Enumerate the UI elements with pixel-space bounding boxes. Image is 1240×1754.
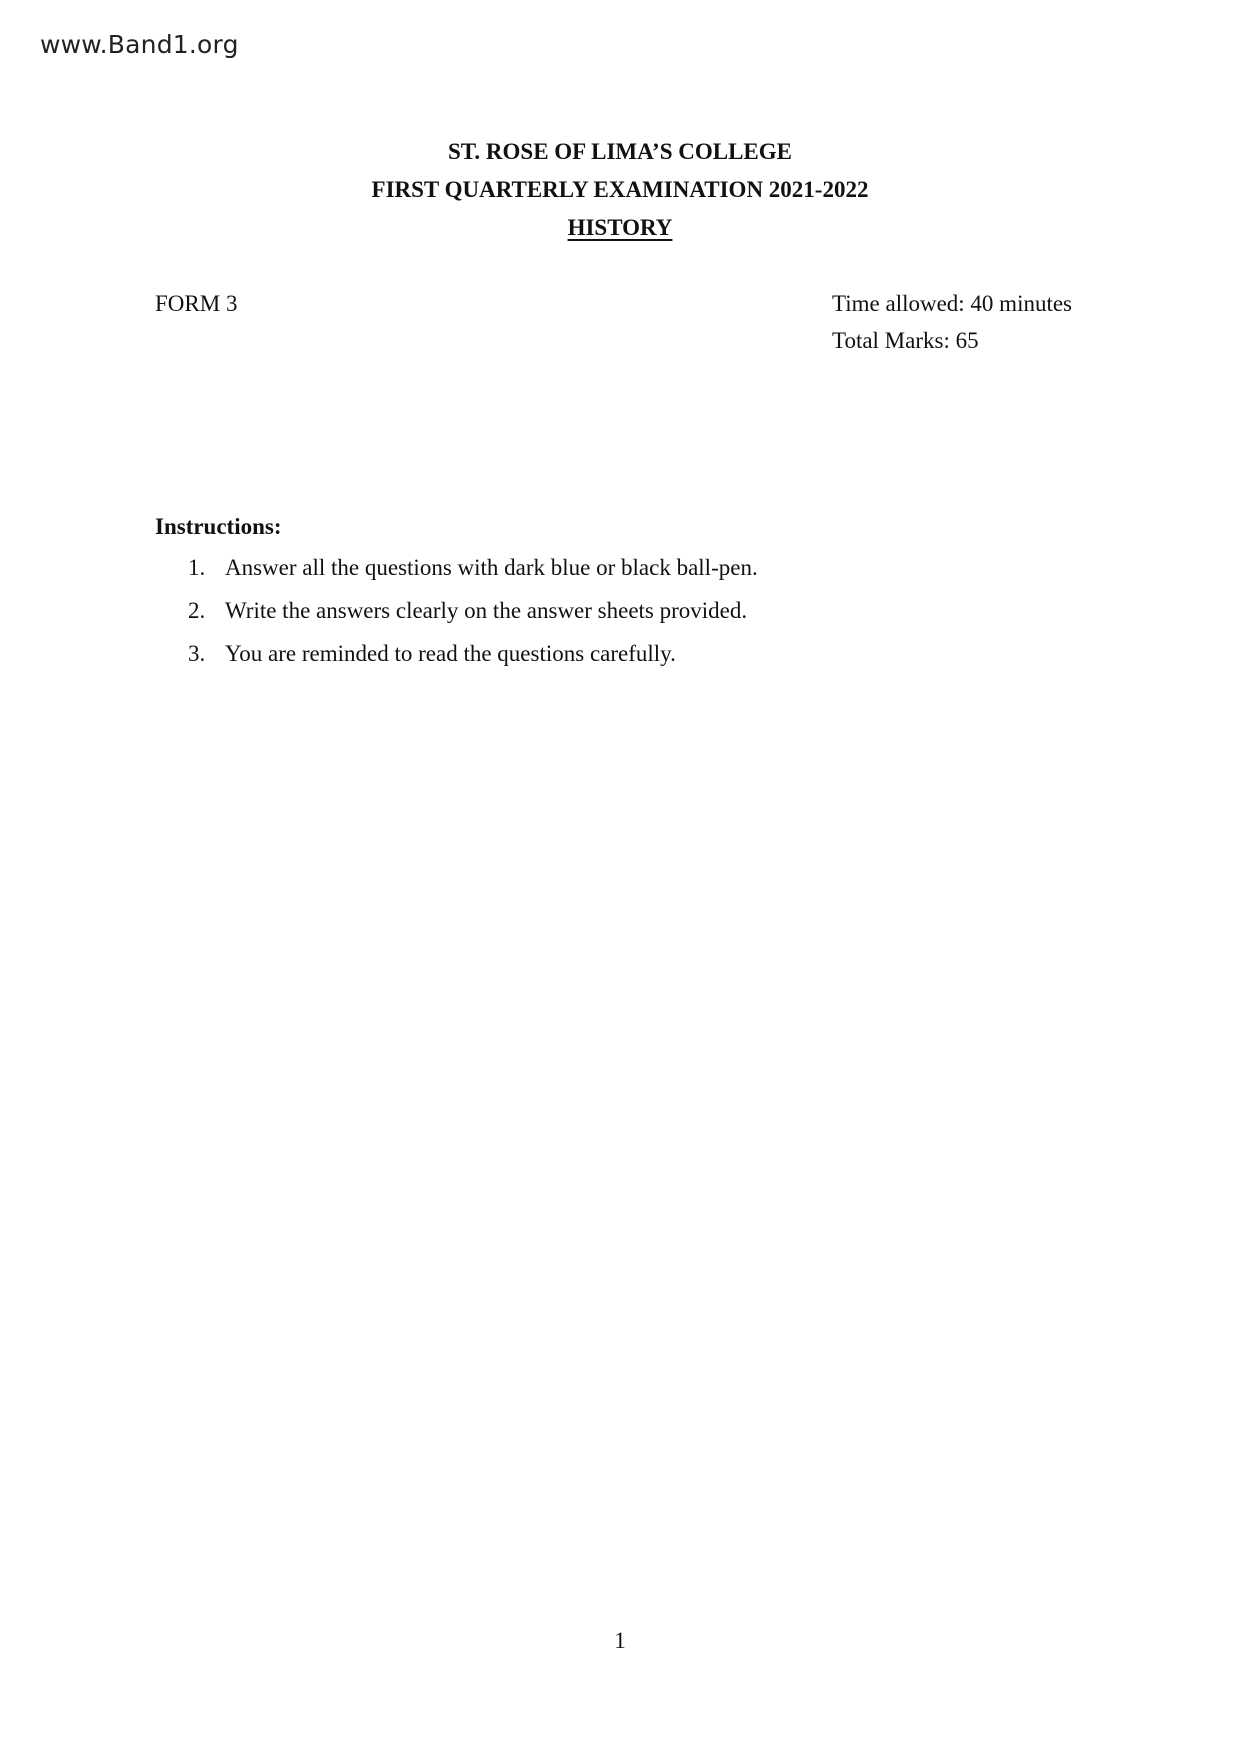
instructions-section [155,508,758,675]
instruction-number: 1. [188,555,206,580]
instructions-list [155,546,758,675]
page-number: 1 [614,1628,626,1653]
meta-right [832,285,1072,359]
meta-left [155,285,237,322]
instruction-item [155,589,758,632]
document-header [0,133,1240,247]
subject-title: HISTORY [567,215,673,240]
instructions-heading: Instructions: [155,514,282,539]
instruction-number: 3. [188,641,206,666]
watermark-url: www.Band1.org [40,30,239,59]
instruction-item [155,546,758,589]
time-allowed: Time allowed: 40 minutes [832,291,1073,316]
school-name: ST. ROSE OF LIMA’S COLLEGE [447,139,792,164]
instruction-item [155,632,758,675]
form-label: FORM 3 [155,291,238,316]
instruction-number: 2. [188,598,206,623]
total-marks: Total Marks: 65 [832,328,979,353]
instruction-text: You are reminded to read the questions carefully. [225,641,676,666]
instruction-text: Write the answers clearly on the answer sheets provided. [225,598,748,623]
exam-title: FIRST QUARTERLY EXAMINATION 2021-2022 [371,177,869,202]
instruction-text: Answer all the questions with dark blue or black ball-pen. [225,555,758,580]
